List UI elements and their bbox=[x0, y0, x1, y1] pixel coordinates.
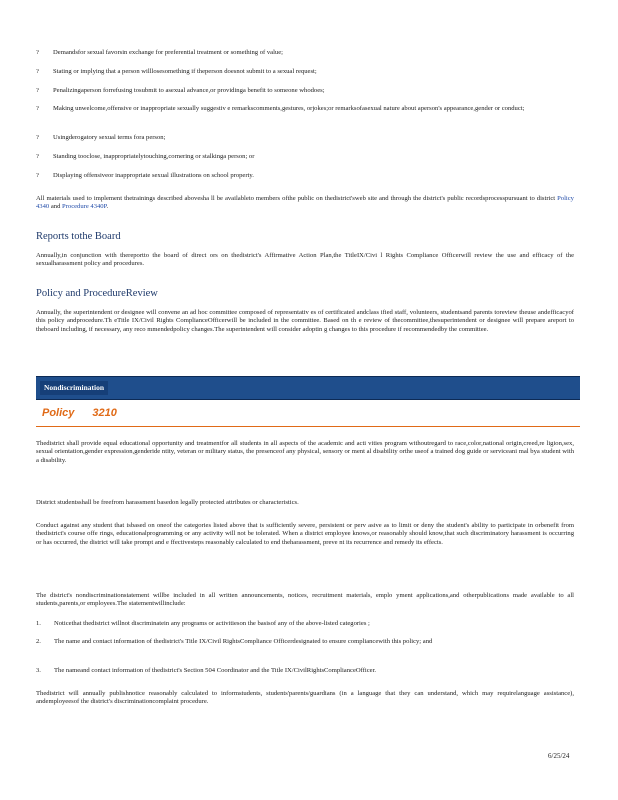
policy-number: 3210 bbox=[92, 407, 117, 419]
item-number: 1. bbox=[36, 620, 41, 627]
list-item-text: Demandsfor sexual favorsin exchange for preferential treatment or something of value; bbox=[53, 49, 283, 56]
list-item-text: Making unwelcome,offensive or inappropriate sexually suggestiv e remarkscomments,gestures, orjokes;or remarksofasexual nature about aperson's appearance,gender or conduct; bbox=[53, 105, 525, 112]
bullet-marker: ? bbox=[36, 49, 39, 56]
bullet-marker: ? bbox=[36, 153, 39, 160]
review-heading: Policy and ProcedureReview bbox=[36, 288, 158, 299]
item-number: 2. bbox=[36, 638, 41, 645]
list-item bbox=[36, 172, 576, 180]
procedure-4340p-link[interactable]: Procedure 4340P bbox=[62, 203, 107, 211]
paragraph-3: Conduct against any student that isbased on oneof the categories listed above that is sufficiently severe, persistent or perv asive as to limit or deny the student's ability to participate in orbenefit from thedistrict's course offe rings, educationalprogramming or any activity will not be tolerated. When a district employee knows,or reasonably should know,that such discriminatory harassment is occurring or has occurred, the district will take prompt and e ffectivesteps reasonably calculated to end theharassment, preve nt its recurrence and remedy its effects. bbox=[36, 522, 574, 546]
materials-paragraph bbox=[36, 195, 574, 212]
list-item bbox=[36, 68, 576, 76]
divider bbox=[36, 426, 580, 427]
paragraph-2: District studentsshall be freefrom harassment basedon legally protected attributes or characteristics. bbox=[36, 499, 299, 506]
bullet-marker: ? bbox=[36, 134, 39, 141]
list-item-text: Usingderogatory sexual terms fora person; bbox=[53, 134, 166, 141]
paragraph-4: The district's nondiscriminationstatement willbe included in all written announcements, notices, recruitment materials, emplo yment applications,and otherpublications made available to all students,parents,or employees.The statementwillinclude: bbox=[36, 592, 574, 608]
list-item-text: Stating or implying that a person willlosesomething if theperson doesnot submit to a sexual request; bbox=[53, 68, 317, 75]
paragraph-5: Thedistrict will annually publishnotice reasonably calculated to informstudents, students'parents/guardians (in a language that they can understand, which may requirelanguage assistance), andemployeesof the district's discriminationcomplaint procedure. bbox=[36, 690, 574, 706]
item-text: Noticethat thedistrict willnot discriminatein any programs or activitieson the basisof any of the above-listed categories ; bbox=[54, 620, 370, 627]
list-item-text: Penalizingaperson forrefusing tosubmit to asexual advance,or providinga benefit to someone whodoes; bbox=[53, 87, 325, 94]
policy-word: Policy bbox=[42, 407, 75, 419]
review-paragraph: Annually, the superintendent or designee will convene an ad hoc committee composed of representativ es of certificated andclass ified staff, volunteers, studentsand parents toreview theuse andefficacyof this policy andprocedure.Th eTitle IX/Civil Rights ComplianceOfficerwill be included in the committee. Based on th e review of thecommittee,thesuperintendent or designee will prepare areport to theboard including, if necessary, any reco mmendedpolicy changes.The superintendent will consider adoptin g changes to this procedure if recommendedby the committee. bbox=[36, 309, 574, 333]
reports-paragraph: Annually,in conjunction with thereportto the board of direct ors on thedistrict's Affirmative Action Plan,the TitleIX/Civi l Rights Compliance Officerwill review the use and efficacy of the sexualharassment policy and procedures. bbox=[36, 252, 574, 268]
paragraph-1: Thedistrict shall provide equal educational opportunity and treatmentfor all students in all aspects of the academic and acti vities program withoutregard to race,color,national origin,creed,re ligion,sex, sexual orientation,gender expression,genderide ntity, veteran or military status, the presenceof any physical, sensory or ment al disability orthe useof a trained dog guide or serviceani mal bya student with a disability. bbox=[36, 440, 574, 464]
list-item-text: Displaying offensiveor inappropriate sexual illustrations on school property. bbox=[53, 172, 254, 179]
section-banner bbox=[36, 376, 580, 400]
numbered-item bbox=[36, 667, 576, 675]
footer-date: 6/25/24 bbox=[548, 752, 570, 760]
bullet-marker: ? bbox=[36, 68, 39, 75]
item-text: The nameand contact information of thedistrict's Section 504 Coordinator and the Title IX/CivilRightsComplianceOfficer. bbox=[54, 667, 377, 674]
reports-heading: Reports tothe Board bbox=[36, 231, 121, 242]
list-item bbox=[36, 49, 576, 57]
policy-4340-link[interactable]: Policy 4340 bbox=[36, 195, 574, 211]
list-item-text: Standing tooclose, inappropriatelytouching,cornering or stalkinga person; or bbox=[53, 153, 255, 160]
bullet-marker: ? bbox=[36, 105, 39, 112]
list-item bbox=[36, 105, 576, 113]
item-number: 3. bbox=[36, 667, 41, 674]
numbered-item bbox=[36, 620, 576, 628]
list-item bbox=[36, 87, 576, 95]
and-text: and bbox=[50, 203, 61, 211]
bullet-marker: ? bbox=[36, 87, 39, 94]
bullet-marker: ? bbox=[36, 172, 39, 179]
numbered-item bbox=[36, 638, 576, 646]
list-item bbox=[36, 134, 576, 142]
period: . bbox=[106, 203, 109, 211]
banner-label: Nondiscrimination bbox=[40, 381, 108, 395]
list-item bbox=[36, 153, 576, 161]
item-text: The name and contact information of thedistrict's Title IX/Civil RightsCompliance Officerdesignated to ensure compliancewith this policy; and bbox=[54, 638, 433, 645]
policy-title bbox=[42, 407, 117, 419]
materials-text: All materials used to implement thetrainings described abovesha ll be availableto members ofthe public on thedistrict'sweb site and through the district's public recordsprocesspursuant to district bbox=[36, 195, 556, 202]
